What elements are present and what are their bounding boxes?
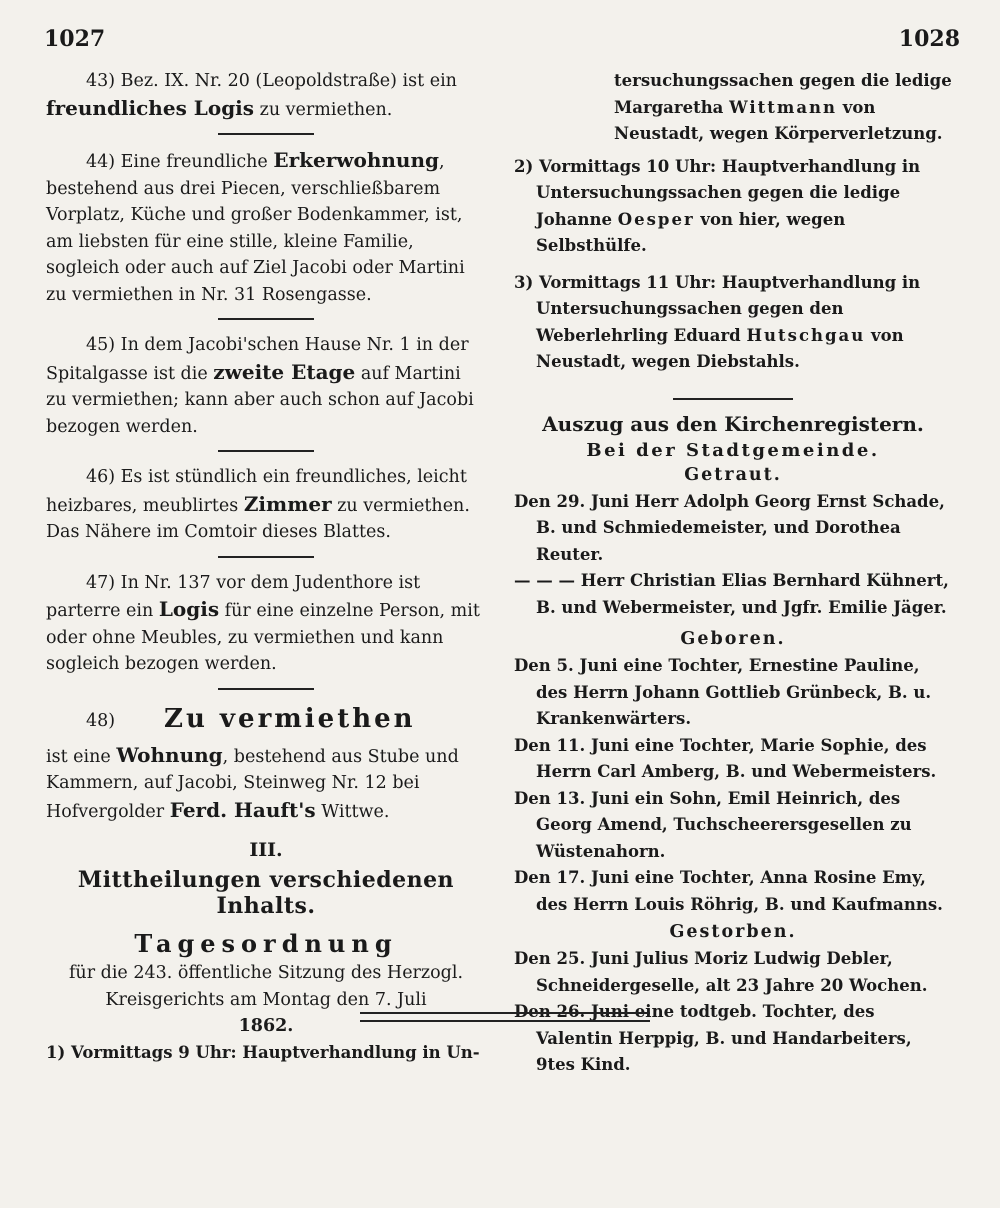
notice-44-bold: Erkerwohnung (273, 148, 439, 172)
page-number-left: 1027 (44, 26, 106, 52)
agenda-item-3 (514, 270, 952, 376)
notice-46-bold: Zimmer (243, 491, 332, 516)
born-entry-4: Den 17. Juni eine Tochter, Anna Rosine Emy, des Herrn Louis Röhrig, B. und Kaufmanns. (514, 868, 943, 914)
divider (218, 133, 314, 135)
notice-48-heading: Zu vermiethen (164, 703, 416, 734)
notice-45-end: auf Martini zu vermiethen; kann aber auch schon auf Jacobi bezogen werden. (46, 363, 474, 437)
agenda-item-2-end: von hier, wegen Selbsthülfe. (536, 209, 846, 255)
agenda-title: Tagesordnung (134, 929, 398, 958)
married-entry-1: Den 29. Juni Herr Adolph Georg Ernst Schade, B. und Schmiedemeister, und Dorothea Reuter. (514, 491, 945, 564)
died-entry-2: Den 26. Juni eine todtgeb. Tochter, des Valentin Herppig, B. und Handarbeiters, 9tes Kind. (514, 1002, 912, 1074)
agenda-item-2-name: Oesper (617, 209, 695, 229)
page-number-right: 1028 (898, 26, 960, 52)
notice-48-bold: Wohnung (116, 742, 223, 767)
notice-44-end: , bestehend aus drei Piecen, verschließbarem Vorplatz, Küche und großer Bodenkammer, ist, am liebsten für eine stille, kleine Familie, sogleich oder auch auf Ziel Jacobi oder Martini zu vermiethen in Nr. 31 Rosengasse. (46, 152, 465, 305)
notice-44-text: 44) Eine freundliche (86, 152, 274, 172)
left-column (46, 68, 486, 1066)
notice-48-number: 48) (86, 710, 116, 731)
notice-43-bold: freundliches Logis (46, 95, 255, 120)
agenda-item-1-cont (514, 68, 952, 148)
notice-48-end: Wittwe. (315, 801, 390, 822)
born-heading: Geboren. (680, 629, 786, 649)
died-heading: Gestorben. (669, 922, 797, 942)
agenda-item-1-text: tersuchungssachen gegen die ledige Margaretha (614, 71, 952, 117)
agenda-item-3-end: von Neustadt, wegen Diebstahls. (536, 325, 904, 371)
notice-47 (46, 570, 486, 678)
agenda-item-2 (514, 154, 952, 260)
notice-48-text: ist eine (46, 746, 117, 767)
notice-43-end: zu vermiethen. (254, 99, 393, 120)
born-entry-3: Den 13. Juni ein Sohn, Emil Heinrich, des Georg Amend, Tuchscheerersgesellen zu Wüstenahorn. (514, 788, 912, 861)
notice-48-body (46, 742, 486, 826)
married-heading: Getraut. (684, 464, 782, 485)
divider (218, 450, 314, 452)
notice-48-mid: , bestehend aus Stube und Kammern, auf Jacobi, Steinweg Nr. 12 bei Hofvergolder (46, 746, 459, 822)
notice-47-bold: Logis (158, 597, 220, 621)
closing-double-rule (360, 1012, 650, 1022)
notice-43-text: 43) Bez. IX. Nr. 20 (Leopoldstraße) ist ein (86, 71, 457, 91)
section-title: Mittheilungen verschiedenen Inhalts. (77, 867, 455, 919)
notice-46 (46, 464, 486, 546)
notice-45 (46, 332, 486, 440)
notice-48 (46, 704, 486, 826)
notice-48-name: Ferd. Hauft's (169, 797, 316, 822)
notice-47-text: 47) In Nr. 137 vor dem Judenthore ist parterre ein (46, 572, 421, 621)
section-number: III. (249, 839, 283, 861)
agenda-item-1: 1) Vormittags 9 Uhr: Hauptverhandlung in Un- (46, 1042, 480, 1062)
married-entry-2: — — — Herr Christian Elias Bernhard Kühnert, B. und Webermeister, und Jgfr. Emilie Jäger. (514, 571, 949, 617)
agenda-year: 1862. (238, 1016, 294, 1036)
right-column (514, 68, 952, 1079)
church-register-title: Auszug aus den Kirchenregistern. (542, 411, 924, 436)
notice-46-end: zu vermiethen. Das Nähere im Comtoir dieses Blattes. (46, 495, 470, 542)
died-entry-1: Den 25. Juni Julius Moriz Ludwig Debler, Schneidergeselle, alt 23 Jahre 20 Wochen. (514, 949, 928, 995)
notice-45-bold: zweite Etage (213, 359, 356, 384)
notice-45-text: 45) In dem Jacobi'schen Hause Nr. 1 in der Spitalgasse ist die (46, 335, 469, 384)
city-parish-heading: Bei der Stadtgemeinde. (586, 439, 880, 461)
agenda-item-2-text: 2) Vormittags 10 Uhr: Hauptverhandlung in Untersuchungssachen gegen die ledige Johanne (514, 156, 921, 229)
born-entry-1: Den 5. Juni eine Tochter, Ernestine Pauline, des Herrn Johann Gottlieb Grünbeck, B. u. Krankenwärters. (514, 656, 932, 728)
divider (218, 688, 314, 690)
agenda-item-1-name: Wittmann (729, 97, 838, 117)
notice-43 (46, 68, 486, 123)
agenda-item-1-end: von Neustadt, wegen Körperverletzung. (614, 97, 943, 143)
born-entry-2: Den 11. Juni eine Tochter, Marie Sophie, des Herrn Carl Amberg, B. und Webermeisters. (514, 735, 937, 781)
divider (218, 556, 314, 558)
divider (673, 398, 793, 400)
agenda-item-3-text: 3) Vormittags 11 Uhr: Hauptverhandlung in Untersuchungssachen gegen den Weberlehrling Eduard (514, 272, 921, 345)
divider (218, 318, 314, 320)
agenda-intro: für die 243. öffentliche Sitzung des Herzogl. Kreisgerichts am Montag den 7. Juli (68, 963, 464, 1010)
agenda-item-3-name: Hutschgau (746, 325, 866, 345)
notice-44 (46, 147, 486, 308)
notice-46-text: 46) Es ist stündlich ein freundliches, leicht heizbares, meublirtes (46, 467, 467, 516)
notice-47-end: für eine einzelne Person, mit oder ohne Meubles, zu vermiethen und kann sogleich bezogen werden. (46, 601, 480, 674)
